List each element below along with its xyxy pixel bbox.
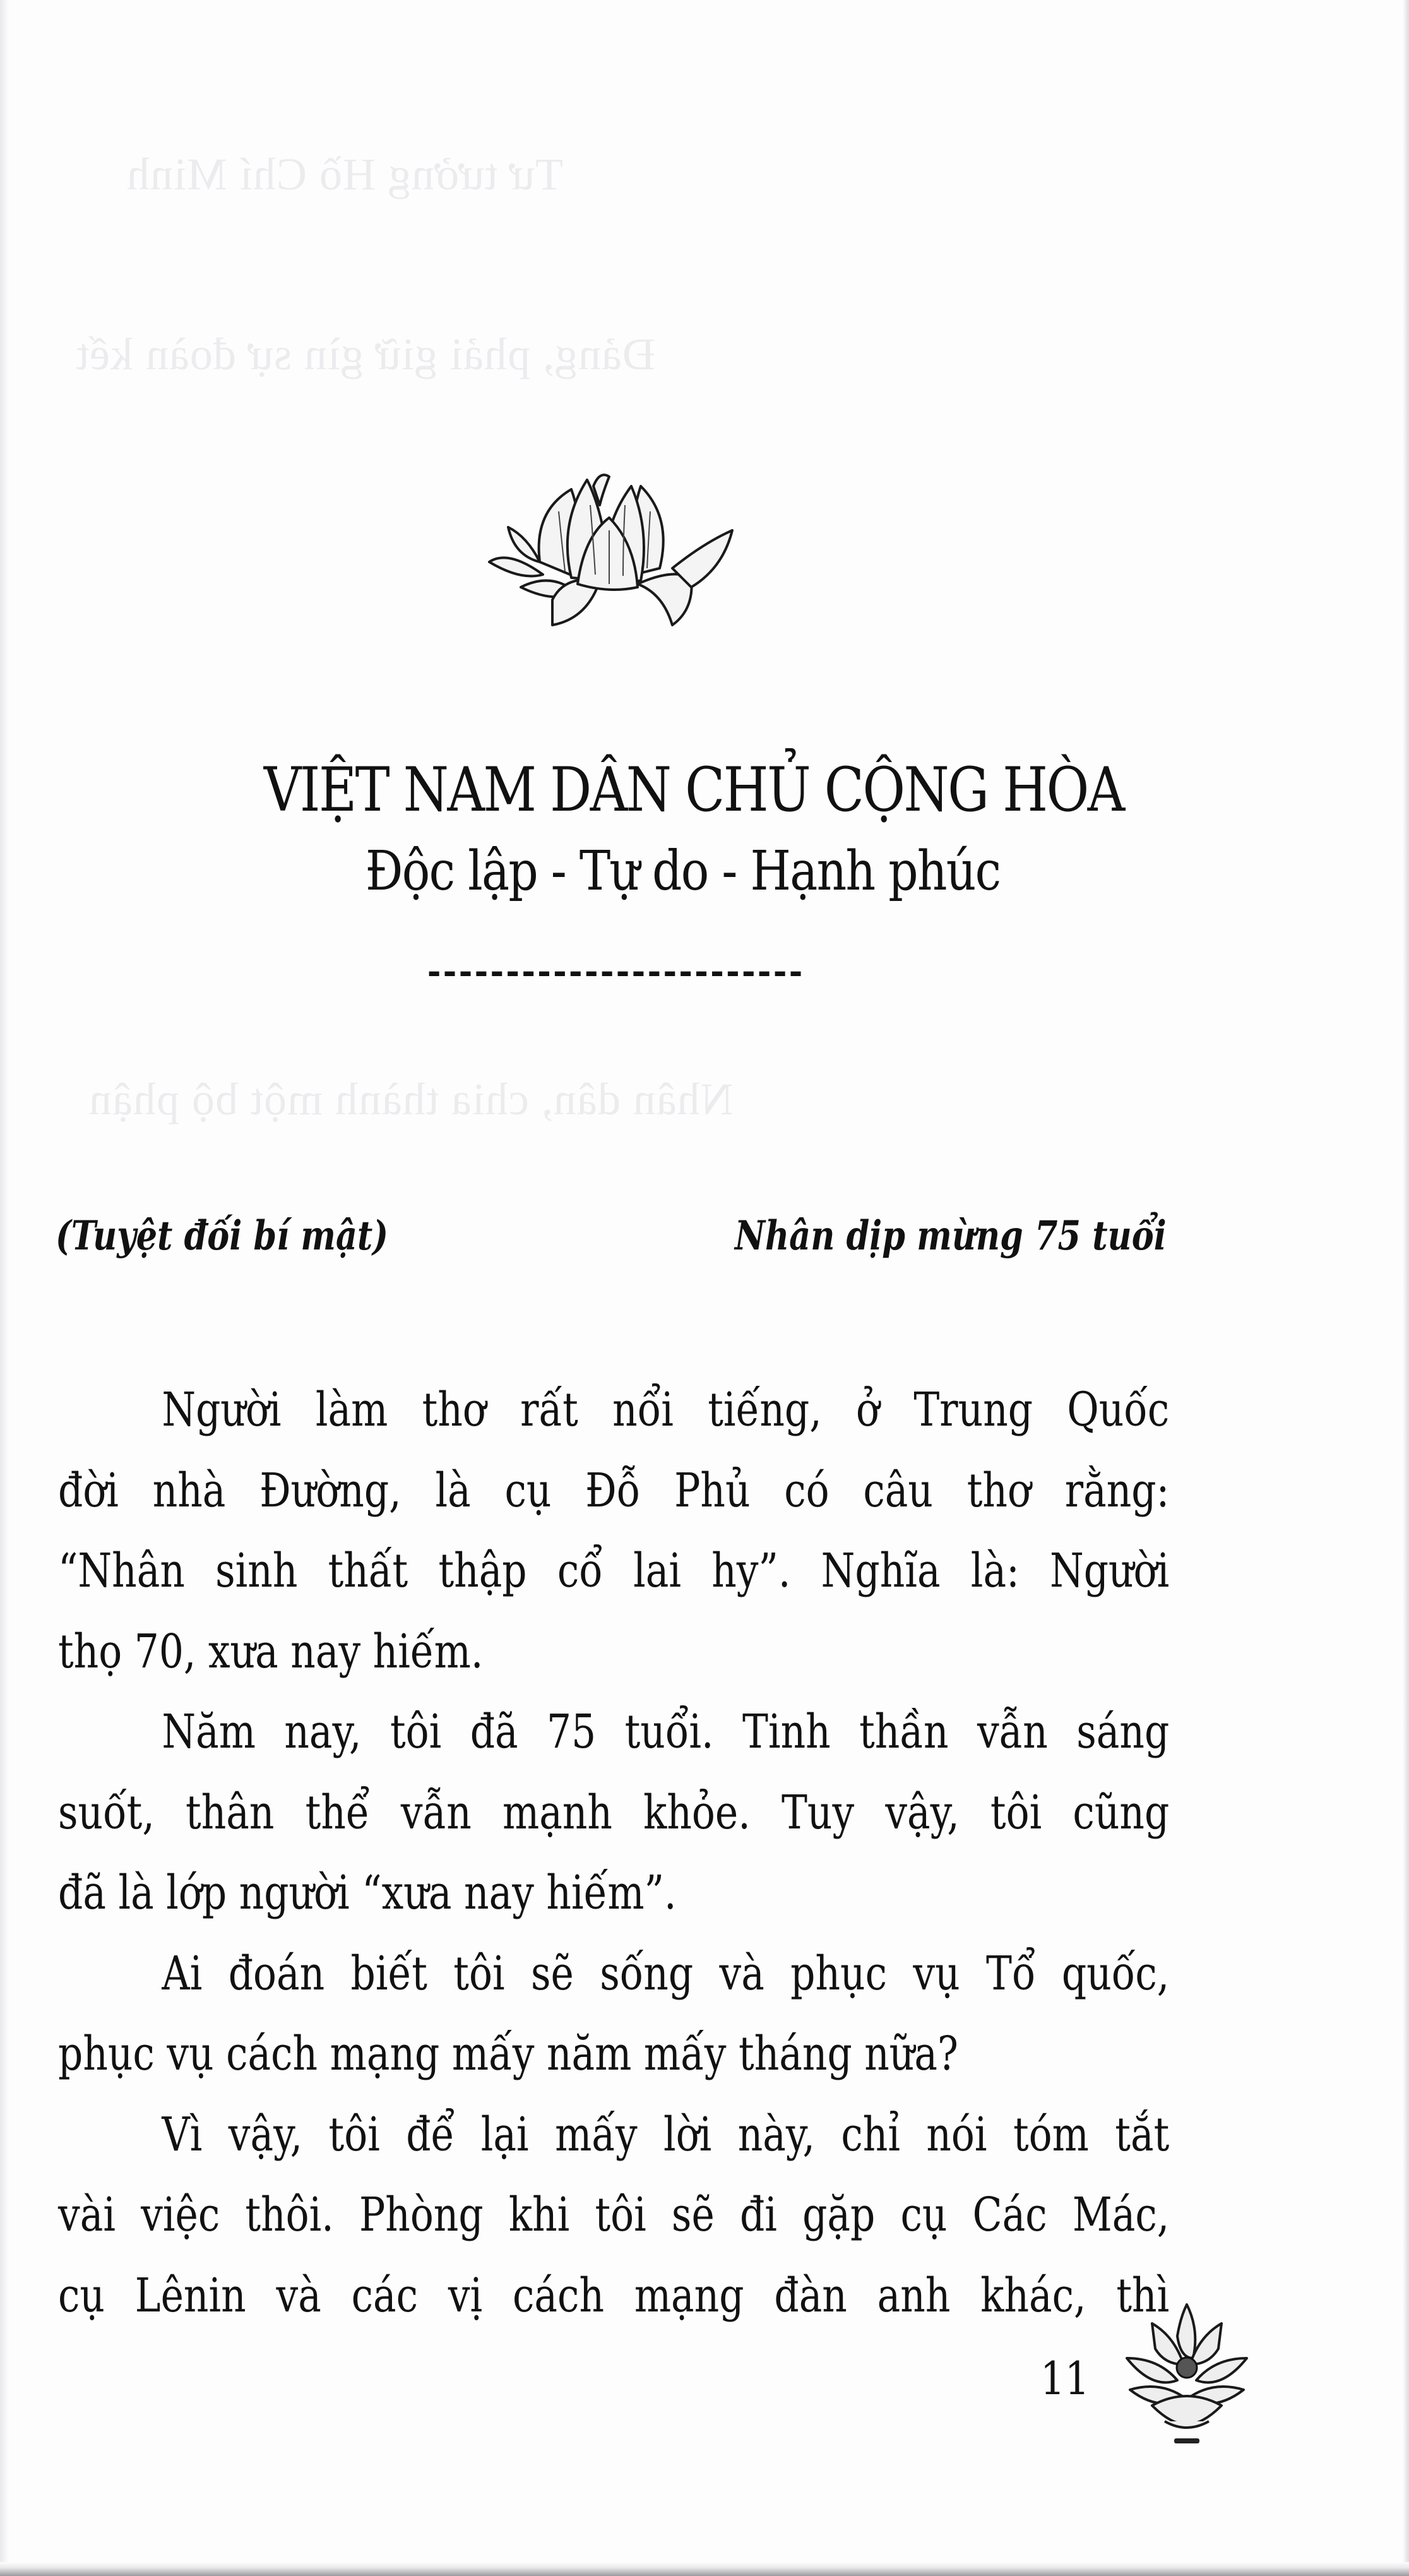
document-motto: Độc lập - Tự do - Hạnh phúc bbox=[365, 840, 1001, 903]
lotus-flower-icon bbox=[1114, 2298, 1259, 2450]
text-line: vài việc thôi. Phòng khi tôi sẽ đi gặp cụ Các Mác, bbox=[58, 2188, 1170, 2242]
document-meta-row bbox=[56, 1212, 1167, 1275]
text-line: suốt, thân thể vẫn mạnh khỏe. Tuy vậy, tôi cũng bbox=[58, 1785, 1170, 1840]
document-title-nation: VIỆT NAM DÂN CHỦ CỘNG HÒA bbox=[263, 754, 1124, 825]
confidential-label: (Tuyệt đối bí mật) bbox=[56, 1212, 389, 1260]
text-line: đã là lớp người “xưa nay hiếm”. bbox=[58, 1866, 677, 1920]
occasion-label: Nhân dịp mừng 75 tuổi bbox=[735, 1212, 1167, 1260]
page-edge-left bbox=[0, 0, 9, 2576]
text-line: Ai đoán biết tôi sẽ sống và phục vụ Tổ quốc, bbox=[162, 1946, 1170, 2001]
bleed-through-text: Tư tưởng Hồ Chí Minh bbox=[126, 149, 564, 200]
text-line: Người làm thơ rất nổi tiếng, ở Trung Quốc bbox=[162, 1383, 1170, 1437]
text-line: thọ 70, xưa nay hiếm. bbox=[58, 1624, 484, 1679]
title-separator: ------------------------ bbox=[424, 953, 802, 991]
lotus-flower-icon bbox=[483, 467, 735, 631]
bleed-through-text: Đảng, phải giữ gìn sự đoàn kết bbox=[76, 329, 655, 379]
page-edge-right bbox=[1403, 0, 1409, 2576]
page-number: 11 bbox=[1040, 2352, 1090, 2405]
bleed-through-text: Nhân dân, chia thành một bộ phận bbox=[88, 1074, 734, 1124]
text-line: Vì vậy, tôi để lại mấy lời này, chỉ nói tóm tắt bbox=[162, 2107, 1170, 2162]
text-line: phục vụ cách mạng mấy năm mấy tháng nữa? bbox=[58, 2027, 958, 2081]
text-line: đời nhà Đường, là cụ Đỗ Phủ có câu thơ rằng: bbox=[58, 1463, 1170, 1518]
text-line: Năm nay, tôi đã 75 tuổi. Tinh thần vẫn sáng bbox=[162, 1705, 1170, 1759]
body-text bbox=[58, 1370, 1169, 2336]
text-line: “Nhân sinh thất thập cổ lai hy”. Nghĩa là: Người bbox=[58, 1544, 1170, 1598]
page-edge-bottom bbox=[0, 2562, 1409, 2576]
text-line: cụ Lênin và các vị cách mạng đàn anh khác, thì bbox=[58, 2268, 1170, 2323]
